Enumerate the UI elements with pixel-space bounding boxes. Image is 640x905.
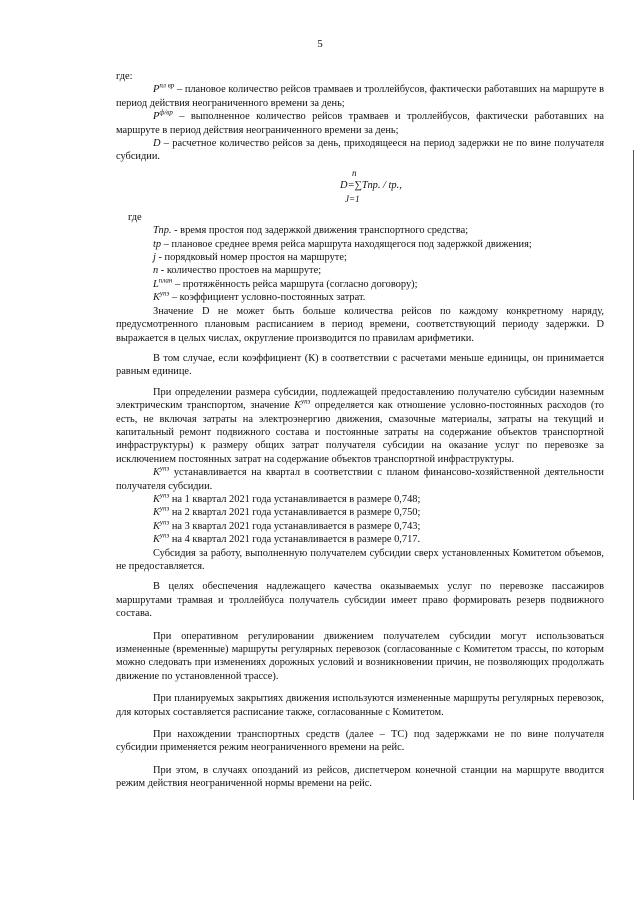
symbol: К xyxy=(153,292,160,304)
paragraph-operational: При оперативном регулировании движением получателем субсидии могут использоваться измененные (временные) маршруты регулярных перевозок (согласованные с Комитетом трассы, по которым можно следовать при изменениях дорожных условий и возникновении причин, не позволяющих продолжать движение по установленной трассе). xyxy=(116,630,604,682)
superscript: упз xyxy=(159,531,170,540)
def-index-j xyxy=(116,251,604,264)
superscript: пл вр xyxy=(159,81,175,90)
superscript: ф/вр xyxy=(159,108,173,117)
text-part: на 4 квартал 2021 года устанавливается в размере 0,717. xyxy=(169,534,421,546)
scan-edge-line xyxy=(633,150,634,800)
definition-text: - время простоя под задержкой движения транспортного средства; xyxy=(171,225,469,237)
symbol: L xyxy=(153,278,159,290)
symbol: Тпр. xyxy=(153,225,172,237)
def-cost-coefficient xyxy=(116,291,604,304)
where-label-2: где xyxy=(128,211,142,223)
definition-text: - порядковый номер простоя на маршруте; xyxy=(155,252,347,264)
definition-text: – выполненное количество рейсов трамваев и троллейбусов, фактически работавших на маршруте в период действия неограниченного времени за день; xyxy=(116,111,604,136)
page-number: 5 xyxy=(317,38,323,50)
definition-text: – расчетное количество рейсов за день, приходящееся на период задержки не по вине получателя субсидии. xyxy=(116,138,604,163)
where-label: где: xyxy=(116,71,133,82)
quarter-3-line xyxy=(116,520,604,533)
quarter-1-line xyxy=(116,493,604,506)
def-route-length xyxy=(116,278,604,291)
paragraph-closures: При планируемых закрытиях движения используются измененные маршруты регулярных перевозок, для которых составляется расписание также, согласованные с Комитетом. xyxy=(116,693,604,718)
text-part: При определении размера субсидии, подлежащей предоставлению получателю субсидии наземным электрическим транспортом, значение xyxy=(116,386,604,412)
symbol: P xyxy=(153,84,160,96)
quarter-4-line xyxy=(116,533,604,546)
superscript: упз xyxy=(300,397,311,406)
symbol: К xyxy=(153,507,160,519)
symbol: К xyxy=(153,534,160,546)
text-part: устанавливается на квартал в соответствии с планом финансово-хозяйственной деятельности получателя субсидии. xyxy=(116,467,604,492)
def-calculated-trips xyxy=(116,137,604,164)
symbol: Р xyxy=(153,111,160,123)
paragraph-subsidy-calc xyxy=(116,386,604,466)
symbol: n xyxy=(153,265,159,277)
definition-text: – протяжённость рейса маршрута (согласно договору); xyxy=(172,278,418,290)
superscript: упз xyxy=(159,491,170,500)
document-body xyxy=(116,70,604,791)
symbol: tp xyxy=(153,238,162,250)
quarter-2-line xyxy=(116,506,604,519)
def-count-n xyxy=(116,264,604,277)
symbol: К xyxy=(153,467,160,479)
def-completed-trips xyxy=(116,110,604,137)
superscript: упз xyxy=(159,504,170,513)
paragraph-k-unit: В том случае, если коэффициент (К) в соответствии с расчетами меньше единицы, он принимается равным единице. xyxy=(116,352,604,378)
text-part: определяется как отношение условно-постоянных расходов (то есть, не включая затраты на электроэнергию движения, смазочные материалы, затраты на текущий и капитальный ремонт подвижного состава и постоянные затраты на содержание объектов транспортной инфраструктуры) к размеру общих затрат получателя субсидии на оказание услуг по перевозке за исключением постоянных затрат на содержание объектов транспортной инфраструктуры. xyxy=(116,400,604,465)
paragraph-late: При этом, в случаях опозданий из рейсов, диспетчером конечной станции на маршруте вводится режим действия неограниченной нормы времени на рейс. xyxy=(116,764,604,790)
symbol: D xyxy=(153,138,161,150)
text-part: на 3 квартал 2021 года устанавливается в размере 0,743; xyxy=(169,520,421,532)
formula-lower-limit: J=1 xyxy=(345,193,360,204)
text-part: на 2 квартал 2021 года устанавливается в размере 0,750; xyxy=(169,507,421,519)
symbol: К xyxy=(153,520,160,532)
definition-text: – плановое среднее время рейса маршрута находящегося под задержкой движения; xyxy=(161,238,532,250)
def-planned-trips xyxy=(116,83,604,110)
paragraph-reserve: В целях обеспечения надлежащего качества оказываемых услуг по перевозке пассажиров маршрутами трамвая и троллейбуса получатель субсидии имеет право формировать резерв подвижного состава. xyxy=(116,581,604,620)
definition-text: – плановое количество рейсов трамваев и троллейбусов, фактически работавших на маршруте в период действия неограниченного времени за день; xyxy=(116,84,605,109)
superscript: план xyxy=(158,276,173,285)
symbol: j xyxy=(153,252,156,264)
formula-expression: D=∑Тпр. / tp., xyxy=(340,179,402,191)
symbol: К xyxy=(153,493,160,505)
superscript: упз xyxy=(159,518,170,527)
superscript: упз xyxy=(159,289,170,298)
text-part: на 1 квартал 2021 года устанавливается в размере 0,748; xyxy=(169,493,421,505)
formula-upper-limit: n xyxy=(352,167,357,178)
paragraph-extra-work: Субсидия за работу, выполненную получателем субсидии сверх установленных Комитетом объемов, не предоставляется. xyxy=(116,547,604,572)
paragraph-k-quarterly xyxy=(116,466,604,493)
def-trip-time xyxy=(116,238,604,251)
definition-text: – коэффициент условно-постоянных затрат. xyxy=(169,292,366,304)
definition-text: - количество простоев на маршруте; xyxy=(158,265,322,277)
superscript: упз xyxy=(159,464,170,473)
def-downtime xyxy=(116,224,604,237)
paragraph-delays: При нахождении транспортных средств (далее – ТС) под задержками не по вине получателя субсидии применяется режим неограниченного времени на рейс. xyxy=(116,729,604,754)
symbol: К xyxy=(294,400,301,412)
formula xyxy=(116,167,604,207)
paragraph-d-value: Значение D не может быть больше количества рейсов по каждому конкретному наряду, предусмотренного плановым расписанием в период времени, соответствующий периоду задержки. D выражается в целых числах, округление производится по правилам арифметики. xyxy=(116,305,604,344)
